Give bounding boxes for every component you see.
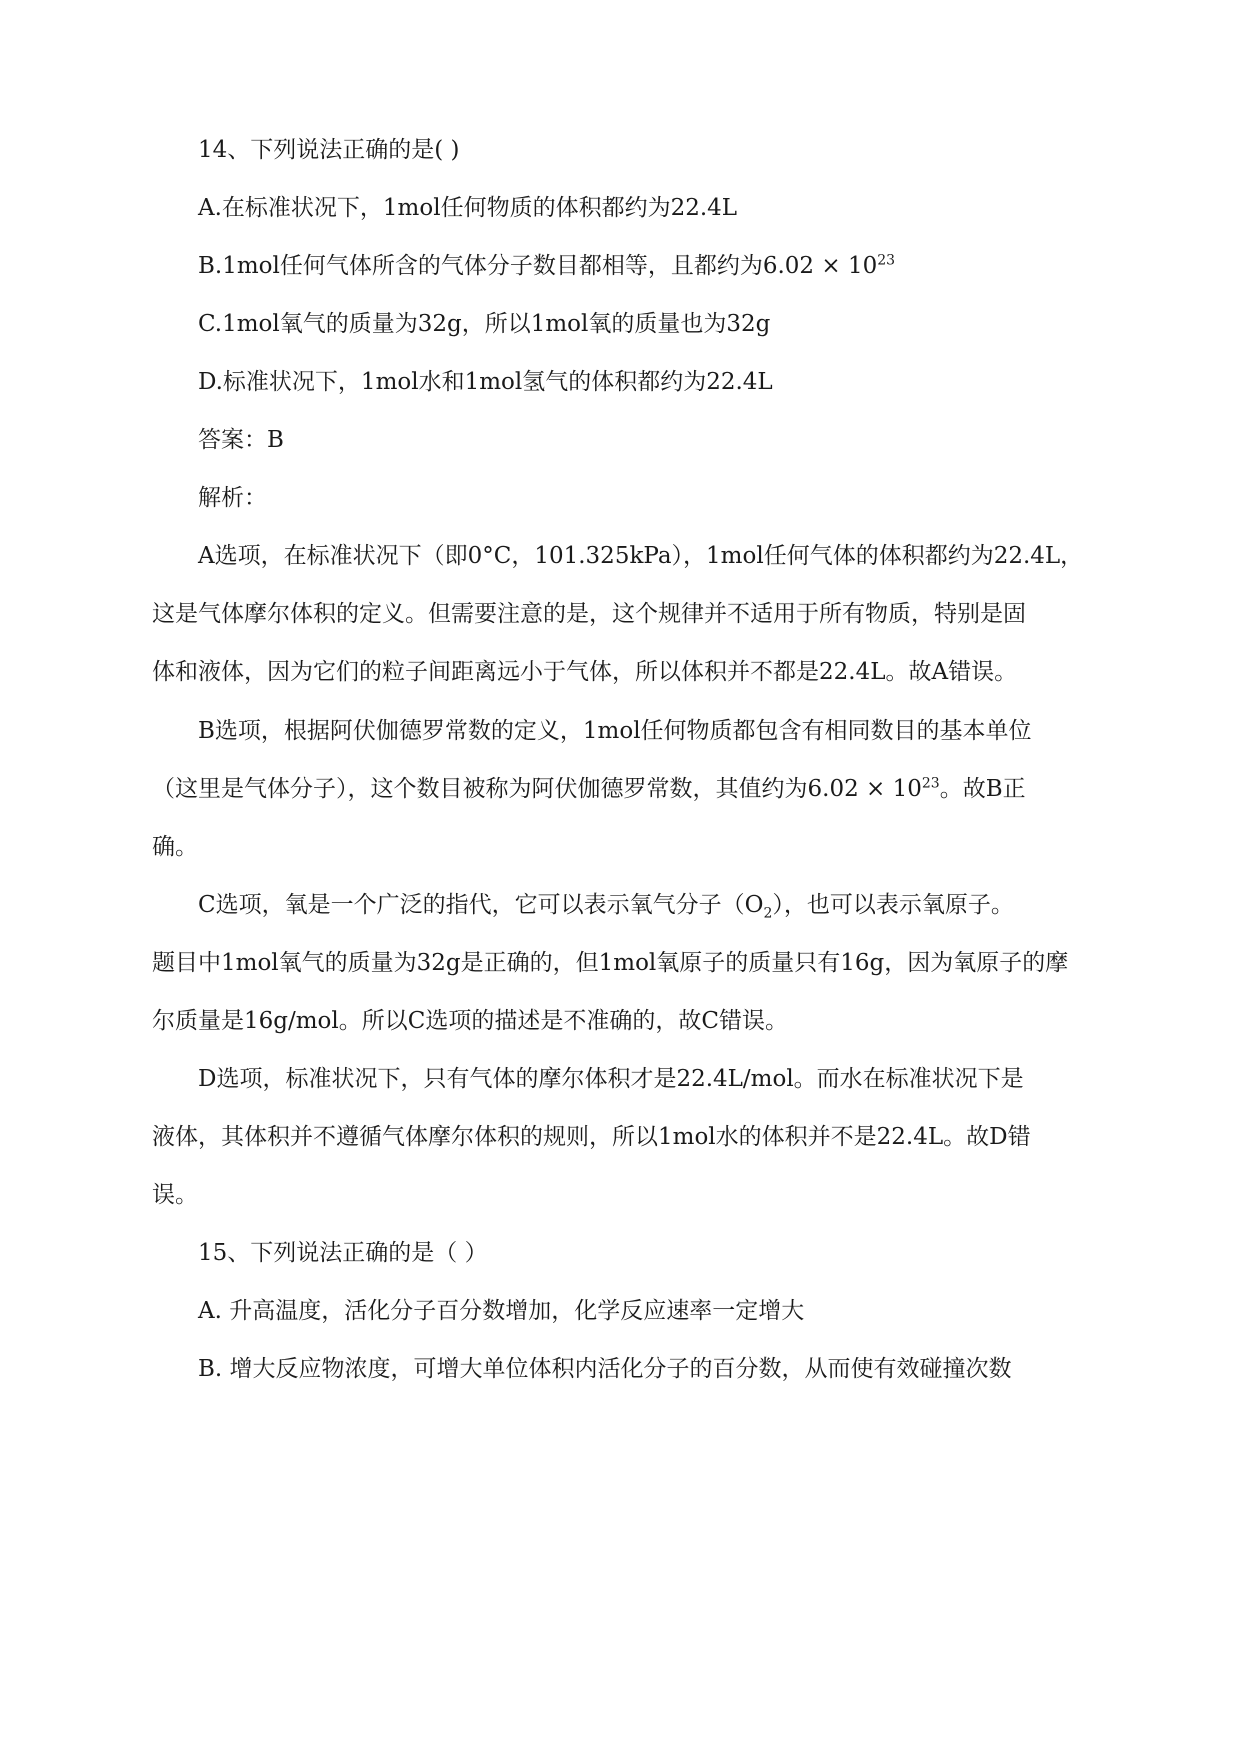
analysis-label: 解析： — [198, 485, 267, 511]
question-14-option-a: A.在标准状况下，1mol任何物质的体积都约为22.4L — [198, 195, 738, 221]
analysis-c-subscript: 2 — [763, 905, 773, 922]
analysis-a-line-3: 体和液体，因为它们的粒子间距离远小于气体，所以体积并不都是22.4L。故A错误。 — [152, 659, 1018, 685]
analysis-d-line-2: 液体，其体积并不遵循气体摩尔体积的规则，所以1mol水的体积并不是22.4L。故D错 — [152, 1124, 1031, 1150]
question-14-option-c: C.1mol氧气的质量为32g，所以1mol氧的质量也为32g — [198, 311, 771, 337]
question-15-option-a: A. 升高温度，活化分子百分数增加，化学反应速率一定增大 — [198, 1298, 805, 1324]
analysis-a-line-1: A选项，在标准状况下（即0°C，101.325kPa），1mol任何气体的体积都约为22.4L， — [198, 543, 1084, 569]
analysis-b-line-1: B选项，根据阿伏伽德罗常数的定义，1mol任何物质都包含有相同数目的基本单位 — [198, 718, 1032, 744]
analysis-d-line-3: 误。 — [152, 1182, 198, 1208]
analysis-c-text: C选项，氧是一个广泛的指代，它可以表示氧气分子（O — [198, 892, 764, 918]
analysis-c-text-end: ），也可以表示氧原子。 — [772, 892, 1014, 918]
question-14-answer: 答案：B — [198, 427, 284, 453]
analysis-c-line-2: 题目中1mol氧气的质量为32g是正确的，但1mol氧原子的质量只有16g，因为氧原子的摩 — [152, 950, 1069, 976]
analysis-b-exponent: 23 — [921, 775, 940, 792]
question-15-stem: 15、下列说法正确的是（ ） — [198, 1240, 488, 1266]
analysis-b-text-end: 。故B正 — [939, 776, 1026, 802]
question-14-option-d: D.标准状况下，1mol水和1mol氢气的体积都约为22.4L — [198, 369, 773, 395]
analysis-b-line-3: 确。 — [152, 834, 198, 860]
option-b-exponent: 23 — [877, 252, 896, 269]
option-b-text: B.1mol任何气体所含的气体分子数目都相等，且都约为6.02 × 10 — [198, 253, 878, 279]
analysis-b-text: （这里是气体分子），这个数目被称为阿伏伽德罗常数，其值约为6.02 × 10 — [152, 776, 922, 802]
analysis-c-line-3: 尔质量是16g/mol。所以C选项的描述是不准确的，故C错误。 — [152, 1008, 788, 1034]
analysis-d-line-1: D选项，标准状况下，只有气体的摩尔体积才是22.4L/mol。而水在标准状况下是 — [198, 1066, 1024, 1092]
question-14-option-b — [198, 251, 1138, 281]
analysis-c-line-1 — [198, 890, 1138, 920]
analysis-a-line-2: 这是气体摩尔体积的定义。但需要注意的是，这个规律并不适用于所有物质，特别是固 — [152, 601, 1026, 627]
question-14-stem: 14、下列说法正确的是( ) — [198, 137, 460, 163]
question-15-option-b: B. 增大反应物浓度，可增大单位体积内活化分子的百分数，从而使有效碰撞次数 — [198, 1356, 1012, 1382]
analysis-b-line-2 — [152, 774, 1092, 804]
